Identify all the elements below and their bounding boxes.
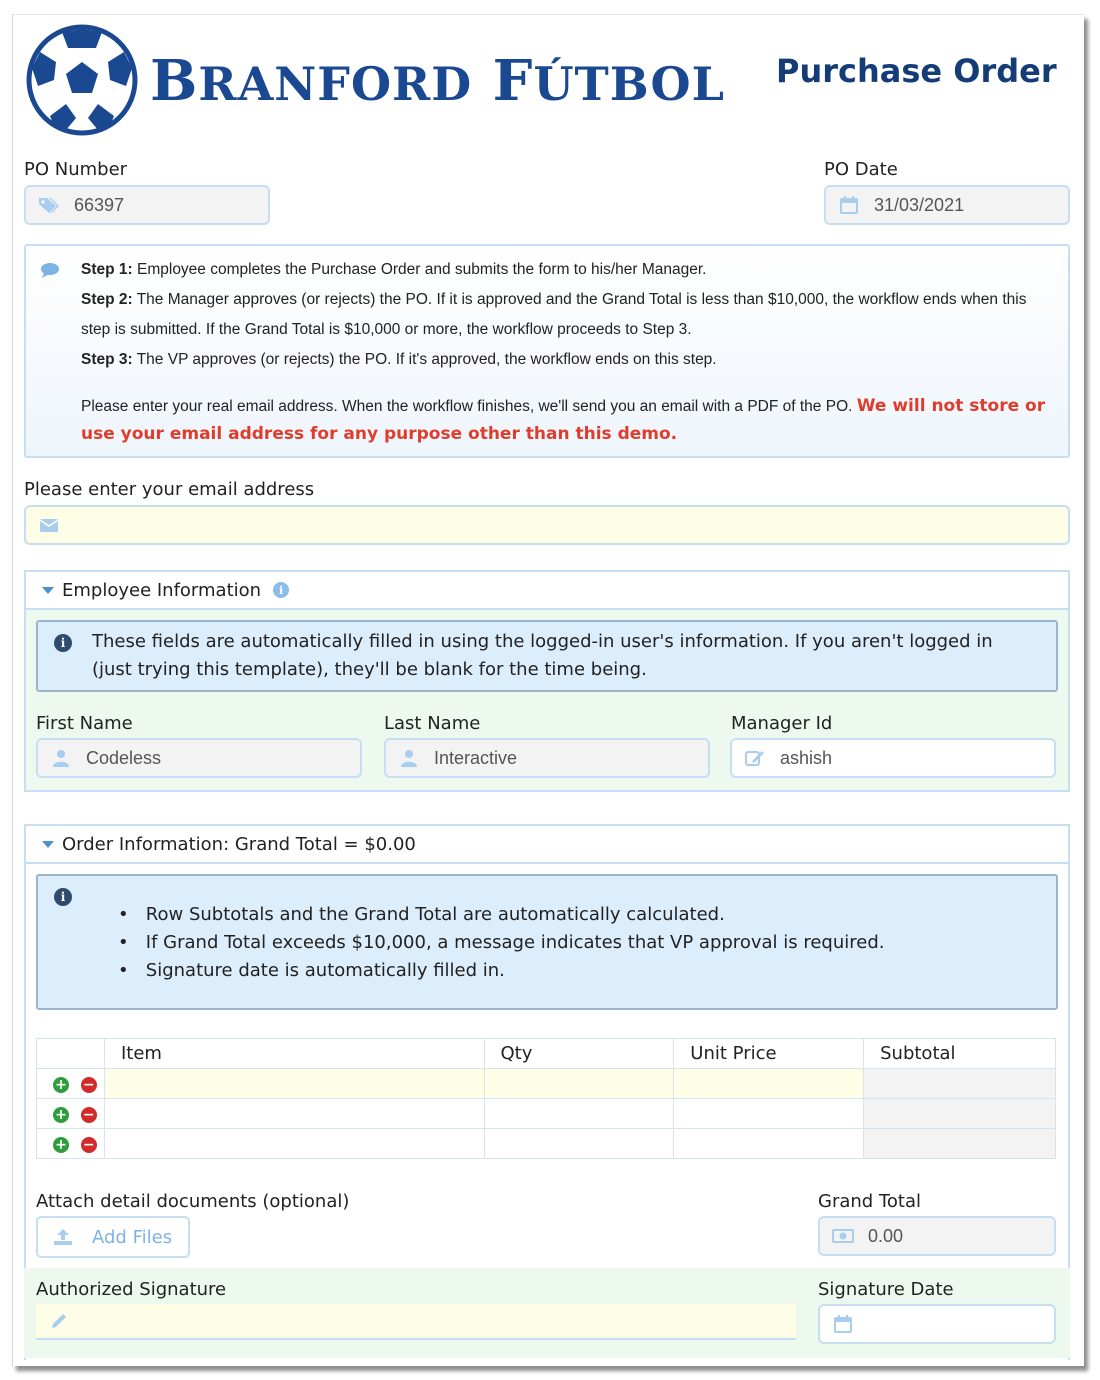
po-date-label: PO Date <box>824 159 898 180</box>
unit-price-cell[interactable] <box>674 1099 864 1129</box>
item-cell[interactable] <box>104 1069 484 1099</box>
comment-icon <box>40 262 60 283</box>
workflow-instructions <box>24 244 1070 458</box>
grand-total-value: 0.00 <box>868 1225 904 1246</box>
authorized-signature-label: Authorized Signature <box>36 1279 227 1300</box>
po-date-field[interactable] <box>824 185 1070 225</box>
unit-price-cell[interactable] <box>674 1129 864 1159</box>
calendar-icon <box>838 194 860 216</box>
step-1-text: Step 1: Employee completes the Purchase Order and submits the form to his/her Manager. <box>81 261 707 278</box>
po-number-field[interactable] <box>24 185 270 225</box>
table-row <box>37 1069 1056 1099</box>
manager-id-field[interactable] <box>730 738 1056 778</box>
subtotal-cell <box>864 1069 1056 1099</box>
po-number-value: 66397 <box>74 194 125 215</box>
order-info-bullet: • Signature date is automatically filled in. <box>118 960 505 981</box>
money-icon <box>832 1225 854 1247</box>
email-note: Please enter your real email address. When the workflow finishes, we'll send you an email with a PDF of the PO. We will not store or <box>81 396 1046 416</box>
user-icon <box>50 747 72 769</box>
order-info-bullet: • Row Subtotals and the Grand Total are automatically calculated. <box>118 904 725 925</box>
info-circle-icon: i <box>273 582 289 598</box>
item-cell[interactable] <box>104 1129 484 1159</box>
signature-pad[interactable] <box>36 1304 796 1340</box>
item-cell[interactable] <box>104 1099 484 1129</box>
upload-icon <box>52 1228 74 1246</box>
row-controls-header <box>37 1039 105 1069</box>
first-name-value: Codeless <box>86 747 162 768</box>
page-title: Purchase Order <box>776 52 1057 90</box>
last-name-field[interactable] <box>384 738 710 778</box>
first-name-label: First Name <box>36 713 133 734</box>
manager-id-label: Manager Id <box>731 713 833 734</box>
soccer-ball-logo <box>26 24 138 136</box>
table-row <box>37 1129 1056 1159</box>
envelope-icon <box>38 514 60 536</box>
qty-cell[interactable] <box>484 1069 674 1099</box>
brand-name: BRANFORD FÚTBOL <box>150 48 725 114</box>
column-header-qty: Qty <box>484 1039 674 1069</box>
remove-row-icon[interactable]: − <box>81 1137 97 1153</box>
pencil-icon <box>50 1312 68 1330</box>
email-warning: use your email address for any purpose other than this demo. <box>81 424 678 444</box>
add-files-label: Add Files <box>92 1226 173 1248</box>
email-field[interactable] <box>24 505 1070 545</box>
tags-icon <box>38 194 60 216</box>
po-date-value: 31/03/2021 <box>874 194 965 215</box>
add-row-icon[interactable]: + <box>53 1077 69 1093</box>
column-header-item: Item <box>104 1039 484 1069</box>
employee-section-header[interactable] <box>26 572 1068 610</box>
employee-info-line-1: These fields are automatically filled in using the logged-in user's information. If you aren't logged in <box>92 631 993 652</box>
attach-documents-label: Attach detail documents (optional) <box>36 1191 350 1212</box>
first-name-field[interactable] <box>36 738 362 778</box>
edit-icon <box>744 747 766 769</box>
employee-section-title: Employee Information <box>62 579 262 601</box>
qty-cell[interactable] <box>484 1129 674 1159</box>
step-3-text: Step 3: The VP approves (or rejects) the PO. If it's approved, the workflow ends on this step. <box>81 351 717 368</box>
order-info-box <box>36 874 1058 1010</box>
info-icon: i <box>54 634 72 652</box>
step-2-text: Step 2: The Manager approves (or rejects) the PO. If it is approved and the Grand Total is less than $10,000, the workflow ends when this <box>81 291 1027 308</box>
subtotal-cell <box>864 1129 1056 1159</box>
last-name-label: Last Name <box>384 713 481 734</box>
order-section-header[interactable] <box>26 826 1068 864</box>
column-header-unit-price: Unit Price <box>674 1039 864 1069</box>
grand-total-field <box>818 1216 1056 1256</box>
row-controls <box>37 1099 105 1129</box>
employee-info-box <box>36 620 1058 692</box>
add-row-icon[interactable]: + <box>53 1107 69 1123</box>
step-2-text-continued: step is submitted. If the Grand Total is $10,000 or more, the workflow proceeds to Step 3. <box>81 321 692 338</box>
qty-cell[interactable] <box>484 1099 674 1129</box>
info-icon: i <box>54 888 72 906</box>
chevron-down-icon <box>42 841 54 848</box>
last-name-value: Interactive <box>434 747 518 768</box>
add-files-button[interactable] <box>36 1216 190 1258</box>
add-row-icon[interactable]: + <box>53 1137 69 1153</box>
subtotal-cell <box>864 1099 1056 1129</box>
calendar-icon <box>832 1313 854 1335</box>
signature-date-field[interactable] <box>818 1304 1056 1344</box>
chevron-down-icon <box>42 587 54 594</box>
order-section-title: Order Information: Grand Total = $0.00 <box>62 833 416 855</box>
order-items-table <box>36 1038 1056 1159</box>
manager-id-value: ashish <box>780 747 833 768</box>
unit-price-cell[interactable] <box>674 1069 864 1099</box>
table-header-row <box>37 1039 1056 1069</box>
order-info-bullet: • If Grand Total exceeds $10,000, a message indicates that VP approval is required. <box>118 932 885 953</box>
remove-row-icon[interactable]: − <box>81 1107 97 1123</box>
remove-row-icon[interactable]: − <box>81 1077 97 1093</box>
table-row <box>37 1099 1056 1129</box>
user-icon <box>398 747 420 769</box>
signature-date-label: Signature Date <box>818 1279 954 1300</box>
row-controls <box>37 1129 105 1159</box>
grand-total-label: Grand Total <box>818 1191 921 1212</box>
row-controls <box>37 1069 105 1099</box>
employee-info-line-2: (just trying this template), they'll be blank for the time being. <box>92 659 647 680</box>
po-number-label: PO Number <box>24 159 128 180</box>
column-header-subtotal: Subtotal <box>864 1039 1056 1069</box>
email-label: Please enter your email address <box>24 479 315 500</box>
